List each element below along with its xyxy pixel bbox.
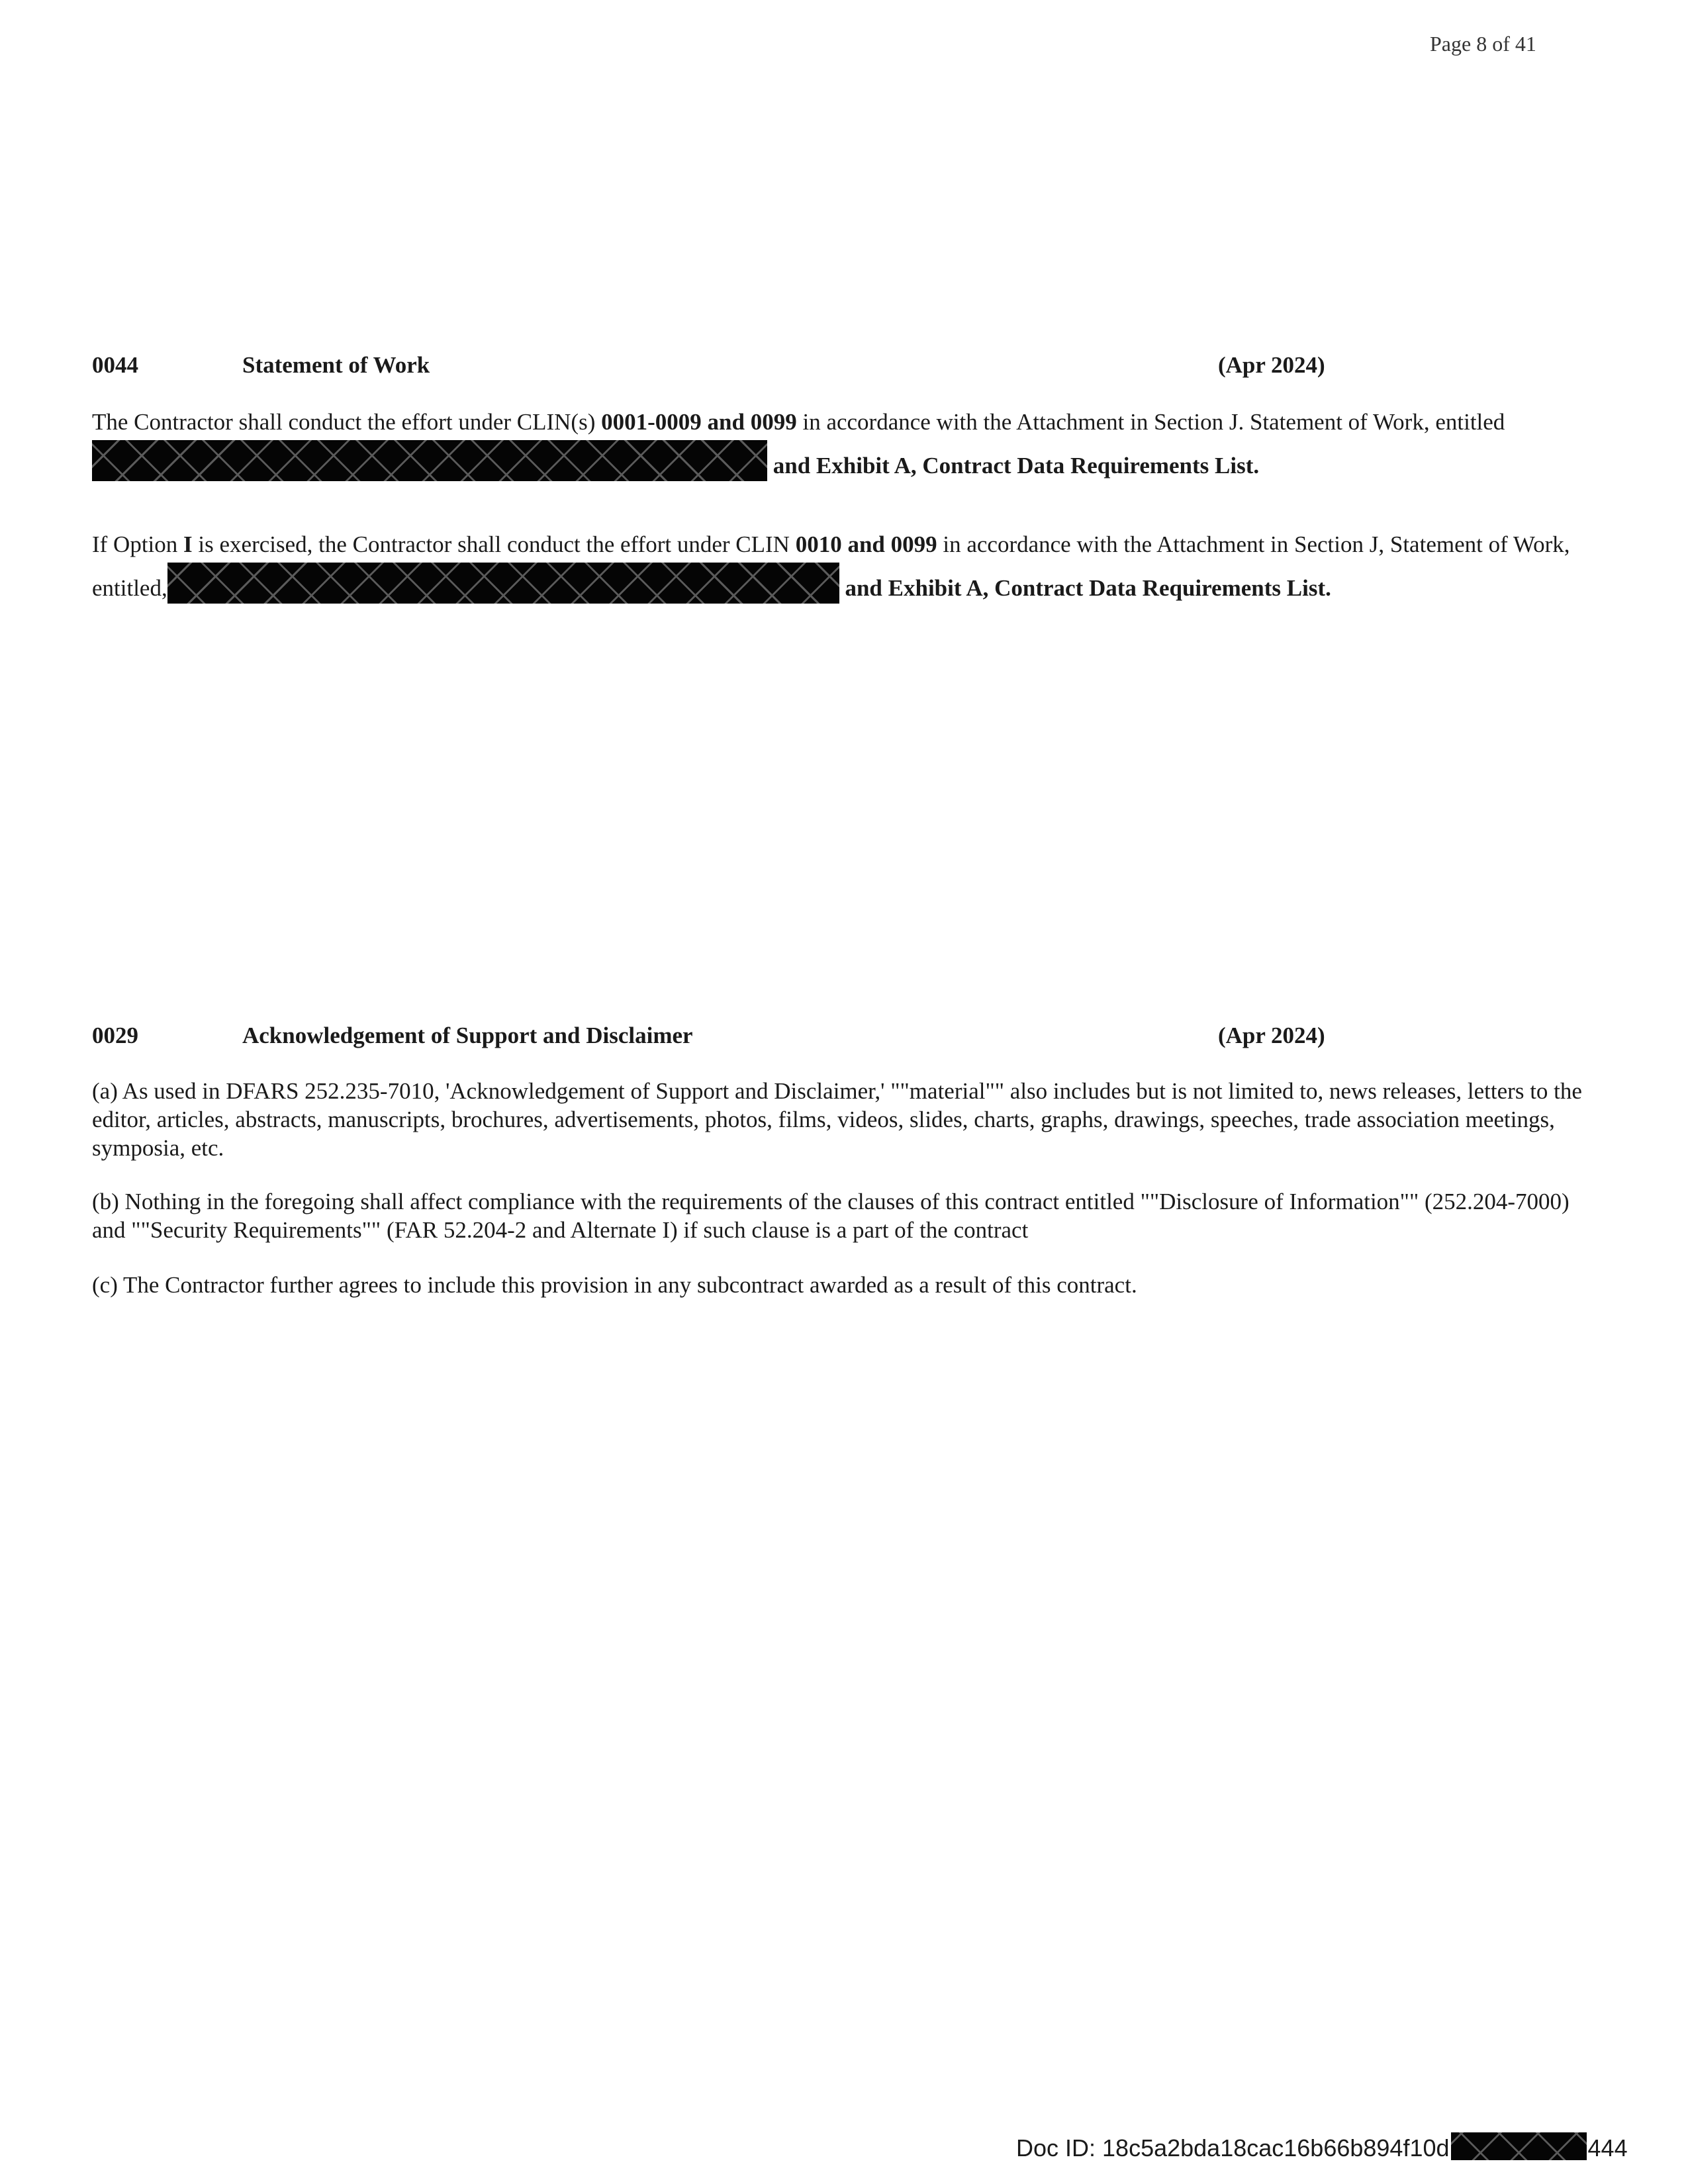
- disclaimer-paragraph-b: (b) Nothing in the foregoing shall affect compliance with the requirements of the clauses of this contract entitled ""Disclosure of Information"" (252.204-7000) and ""Security Requirements"" (FAR 52.204-2 and Alternate I) if such clause is a part of the contract: [92, 1189, 1570, 1243]
- clause-title: Statement of Work: [242, 352, 430, 378]
- sow-paragraph-2: [92, 526, 1595, 606]
- clause-0029-header: [92, 1023, 1615, 1053]
- doc-id: Doc ID: 18c5a2bda18cac16b66b894f10d: [1016, 2134, 1450, 2161]
- redaction-block: [92, 440, 767, 481]
- clause-title: Acknowledgement of Support and Disclaimer: [242, 1023, 693, 1048]
- doc-id-footer: [1016, 2132, 1628, 2162]
- clause-date: (Apr 2024): [1218, 1023, 1325, 1048]
- doc-id-suffix: 444: [1587, 2134, 1628, 2161]
- sow-p2-text-2: is exercised, the Contractor shall conduct the effort under CLIN: [192, 531, 796, 557]
- sow-p1-clin-range: 0001-0009 and 0099: [601, 409, 797, 435]
- clause-number: 0044: [92, 352, 138, 378]
- clause-number: 0029: [92, 1023, 138, 1048]
- sow-p2-option: I: [183, 531, 193, 557]
- sow-p2-text-1: If Option: [92, 531, 184, 557]
- clause-date: (Apr 2024): [1218, 352, 1325, 378]
- sow-p2-clin-range: 0010 and 0099: [795, 531, 937, 557]
- sow-p1-text-2: in accordance with the Attachment in Section J. Statement of Work, entitled: [796, 409, 1505, 435]
- clause-0044-header: [92, 352, 1615, 383]
- redaction-block: [167, 563, 839, 604]
- sow-p1-exhibit: and Exhibit A, Contract Data Requirements List.: [767, 453, 1260, 478]
- page-number: Page 8 of 41: [1430, 32, 1536, 56]
- sow-p1-text-1: The Contractor shall conduct the effort under CLIN(s): [92, 409, 602, 435]
- redaction-block: [1451, 2132, 1587, 2160]
- sow-p2-exhibit: and Exhibit A, Contract Data Requirements List.: [839, 575, 1331, 601]
- disclaimer-paragraph-a: (a) As used in DFARS 252.235-7010, 'Acknowledgement of Support and Disclaimer,' ""material"" also includes but is not limited to, news releases, letters to the editor, articles, abstracts, manuscripts, brochures, advertisements, photos, films, videos, slides, charts, graphs, drawings, speeches, trade association meetings, symposia, etc.: [92, 1078, 1582, 1161]
- disclaimer-paragraph-c: (c) The Contractor further agrees to include this provision in any subcontract awarded as a result of this contract.: [92, 1272, 1137, 1298]
- sow-p2-text-3: in accordance with the Attachment in Section J, Statement of Work, entitled,: [92, 531, 1570, 601]
- sow-paragraph-1: [92, 404, 1595, 484]
